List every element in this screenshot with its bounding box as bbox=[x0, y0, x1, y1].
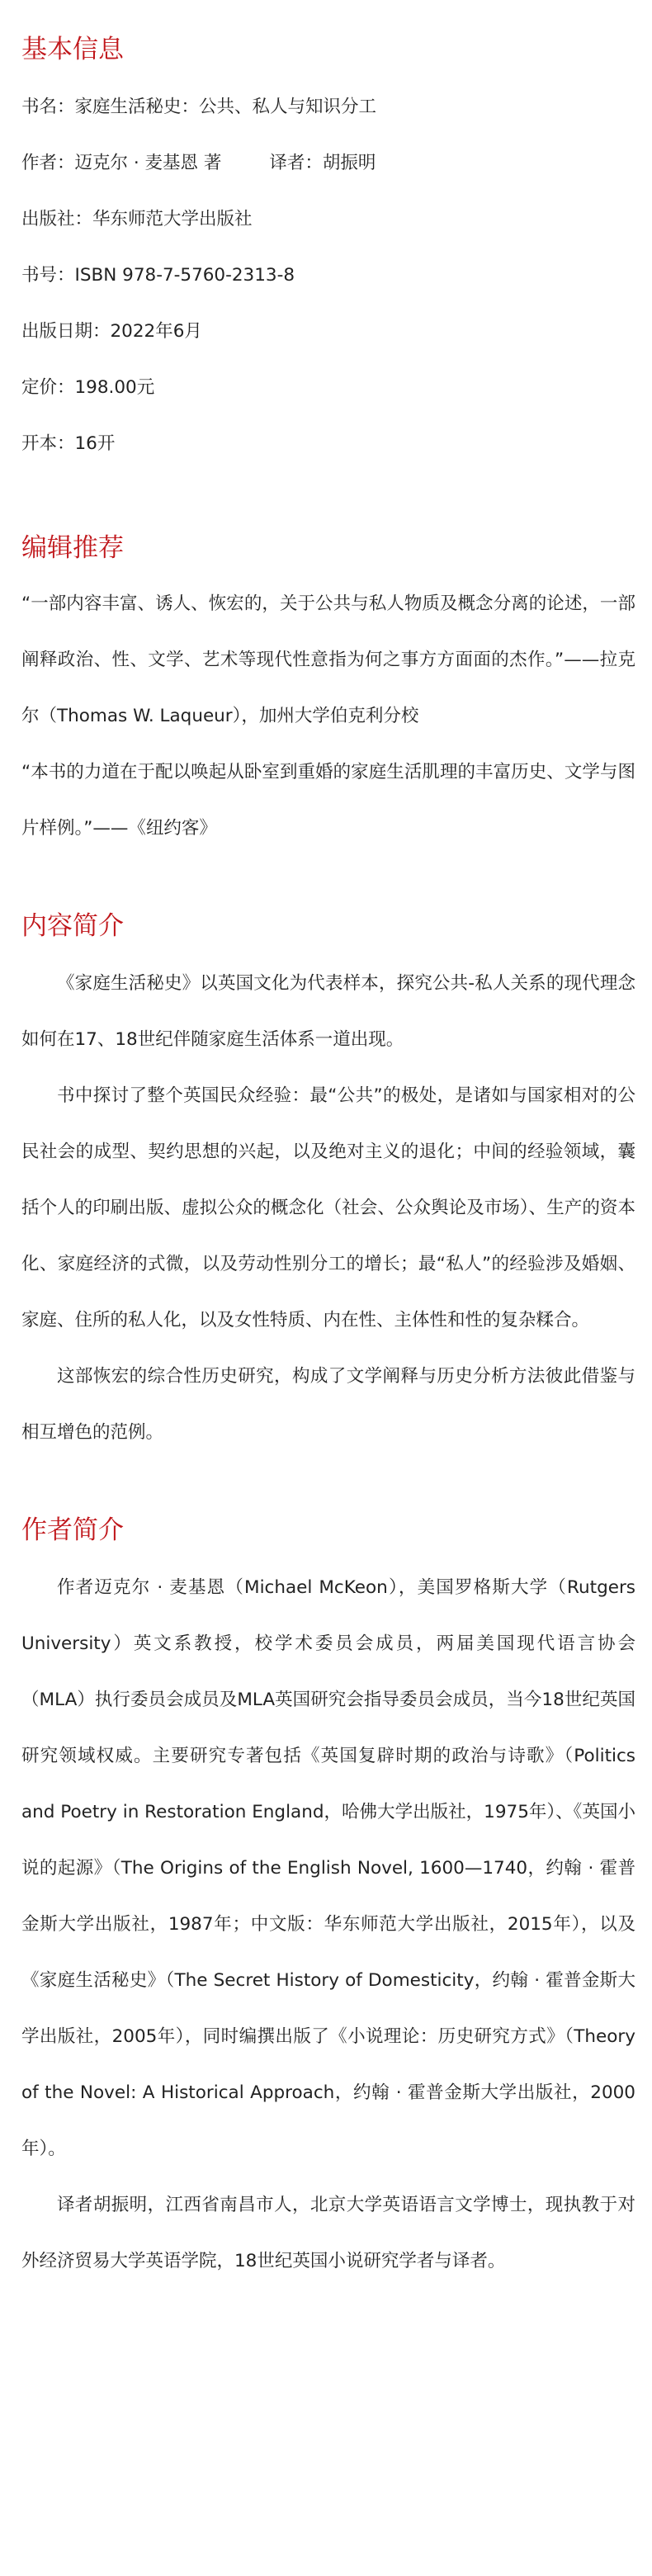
publisher-row: 出版社：华东师范大学出版社 bbox=[21, 209, 253, 229]
summary-paragraph-1: 《家庭生活秘史》以英国文化为代表样本，探究公共-私人关系的现代理念如何在17、18世纪伴随家庭生活体系一道出现。 bbox=[21, 973, 635, 1050]
basic-info-heading: 基本信息 bbox=[21, 35, 124, 64]
author-intro-section bbox=[21, 1512, 635, 2290]
summary-paragraph-3: 这部恢宏的综合性历史研究，构成了文学阐释与历史分析方法彼此借鉴与相互增色的范例。 bbox=[21, 1366, 635, 1443]
isbn-row: 书号：ISBN 978-7-5760-2313-8 bbox=[21, 265, 295, 286]
format-row: 开本：16开 bbox=[21, 433, 116, 454]
recommend-heading: 编辑推荐 bbox=[21, 533, 124, 563]
author-intro-paragraph-1: 作者迈克尔 · 麦基恩（Michael McKeon），美国罗格斯大学（Rutgers University）英文系教授，校学术委员会成员，两届美国现代语言协会（MLA）执行委员会成员及MLA英国研究会指导委员会成员，当今18世纪英国研究领域权威。主要研究专著包括《英国复辟时期的政治与诗歌》（Politics and Poetry in Restoration England，哈佛大学出版社，1975年）、《英国小说的起源》（The Origins of the English Novel, 1600—1740，约翰 · 霍普金斯大学出版社，1987年；中文版：华东师范大学出版社，2015年），以及《家庭生活秘史》（The Secret History of Domesticity，约翰 · 霍普金斯大学出版社，2005年），同时编撰出版了《小说理论：历史研究方式》（Theory of the Novel: A Historical Approach，约翰 · 霍普金斯大学出版社，2000年）。 bbox=[21, 1577, 635, 2159]
pub-date-row: 出版日期：2022年6月 bbox=[21, 321, 202, 342]
editor-recommend-section bbox=[21, 530, 635, 857]
book-title-row: 书名：家庭生活秘史：公共、私人与知识分工 bbox=[21, 97, 377, 117]
recommend-quote-1: “一部内容丰富、诱人、恢宏的，关于公共与私人物质及概念分离的论述，一部阐释政治、性、文学、艺术等现代性意指为何之事方方面面的杰作。”——拉克尔（Thomas W. Laqueur），加州大学伯克利分校 bbox=[21, 593, 635, 726]
translator-text: 译者：胡振明 bbox=[269, 153, 376, 173]
basic-info-section bbox=[21, 0, 635, 472]
author-translator-row bbox=[21, 135, 635, 191]
content-summary-section bbox=[21, 908, 635, 1461]
translator-intro-paragraph: 译者胡振明，江西省南昌市人，北京大学英语语言文学博士，现执教于对外经济贸易大学英语学院，18世纪英国小说研究学者与译者。 bbox=[21, 2195, 635, 2271]
author-intro-heading: 作者简介 bbox=[21, 1515, 124, 1545]
author-text: 作者：迈克尔 · 麦基恩 著 bbox=[21, 153, 222, 173]
price-row: 定价：198.00元 bbox=[21, 377, 155, 398]
summary-paragraph-2: 书中探讨了整个英国民众经验：最“公共”的极处，是诸如与国家相对的公民社会的成型、契约思想的兴起，以及绝对主义的退化；中间的经验领域，囊括个人的印刷出版、虚拟公众的概念化（社会、公众舆论及市场）、生产的资本化、家庭经济的式微，以及劳动性别分工的增长；最“私人”的经验涉及婚姻、家庭、住所的私人化，以及女性特质、内在性、主体性和性的复杂糅合。 bbox=[21, 1085, 635, 1331]
summary-heading: 内容简介 bbox=[21, 911, 124, 941]
recommend-quote-2: “本书的力道在于配以唤起从卧室到重婚的家庭生活肌理的丰富历史、文学与图片样例。”——《纽约客》 bbox=[21, 762, 635, 839]
